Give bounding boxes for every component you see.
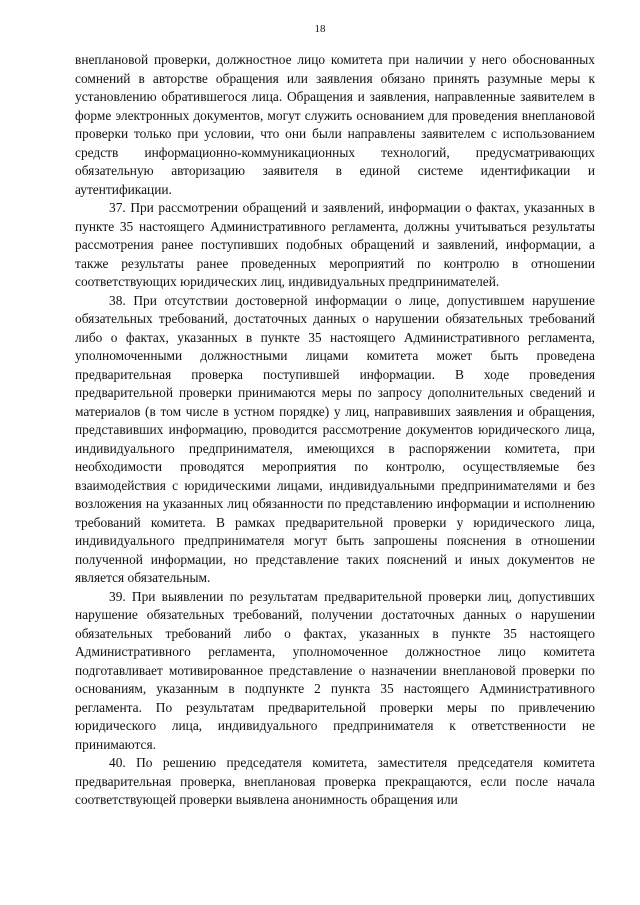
paragraph-40: 40. По решению председателя комитета, заместителя председателя комитета предварительная проверка, внеплановая проверка прекращаются, если после начала соответствующей проверки выявлена анонимность обращения или — [75, 755, 595, 807]
document-body — [75, 51, 595, 810]
page-number: 18 — [314, 23, 326, 35]
paragraph-39: 39. При выявлении по результатам предварительной проверки лиц, допустивших нарушение обязательных требований, получении достаточных данных о нарушении обязательных требований либо о фактах, указанных в пункте 35 настоящего Административного регламента, уполномоченное должностное лицо комитета подготавливает мотивированное представление о назначении внеплановой проверки по основаниям, указанным в подпункте 2 пункта 35 настоящего Административного регламента. По результатам предварительной проверки меры по привлечению юридического лица, индивидуального предпринимателя к ответственности не принимаются. — [75, 588, 595, 752]
paragraph-38: 38. При отсутствии достоверной информации о лице, допустившем нарушение обязательных требований, достаточных данных о нарушении обязательных требований либо о фактах, указанных в пункте 35 настоящего Административного регламента, уполномоченными должностными лицами комитета может быть проведена предварительная проверка поступившей информации. В ходе проведения предварительной проверки принимаются меры по запросу дополнительных сведений и материалов (в том числе в устном порядке) у лиц, направивших заявления и обращения, представивших информацию, проводится рассмотрение документов юридического лица, индивидуального предпринимателя, имеющихся в распоряжении комитета, при необходимости проводятся мероприятия по контролю, осуществляемые без взаимодействия с юридическими лицами, индивидуальными предпринимателями и без возложения на указанных лиц обязанности по представлению информации и исполнению требований комитета. В рамках предварительной проверки у юридического лица, индивидуального предпринимателя могут быть запрошены пояснения в отношении полученной информации, но представление таких пояснений и иных документов не является обязательным. — [75, 292, 595, 585]
paragraph-continuation: внеплановой проверки, должностное лицо комитета при наличии у него обоснованных сомнений в авторстве обращения или заявления обязано принять разумные меры к установлению обратившегося лица. Обращения и заявления, направленные заявителем в форме электронных документов, могут служить основанием для проведения внеплановой проверки только при условии, что они были направлены заявителем с использованием средств информационно-коммуникационных технологий, предусматривающих обязательную авторизацию заявителя в единой системе идентификации и аутентификации. — [75, 52, 595, 197]
paragraph-37: 37. При рассмотрении обращений и заявлений, информации о фактах, указанных в пункте 35 настоящего Административного регламента, должны учитываться результаты рассмотрения ранее поступивших подобных обращений и заявлений, информации, а также результаты ранее проведенных мероприятий по контролю в отношении соответствующих юридических лиц, индивидуальных предпринимателей. — [75, 200, 595, 289]
